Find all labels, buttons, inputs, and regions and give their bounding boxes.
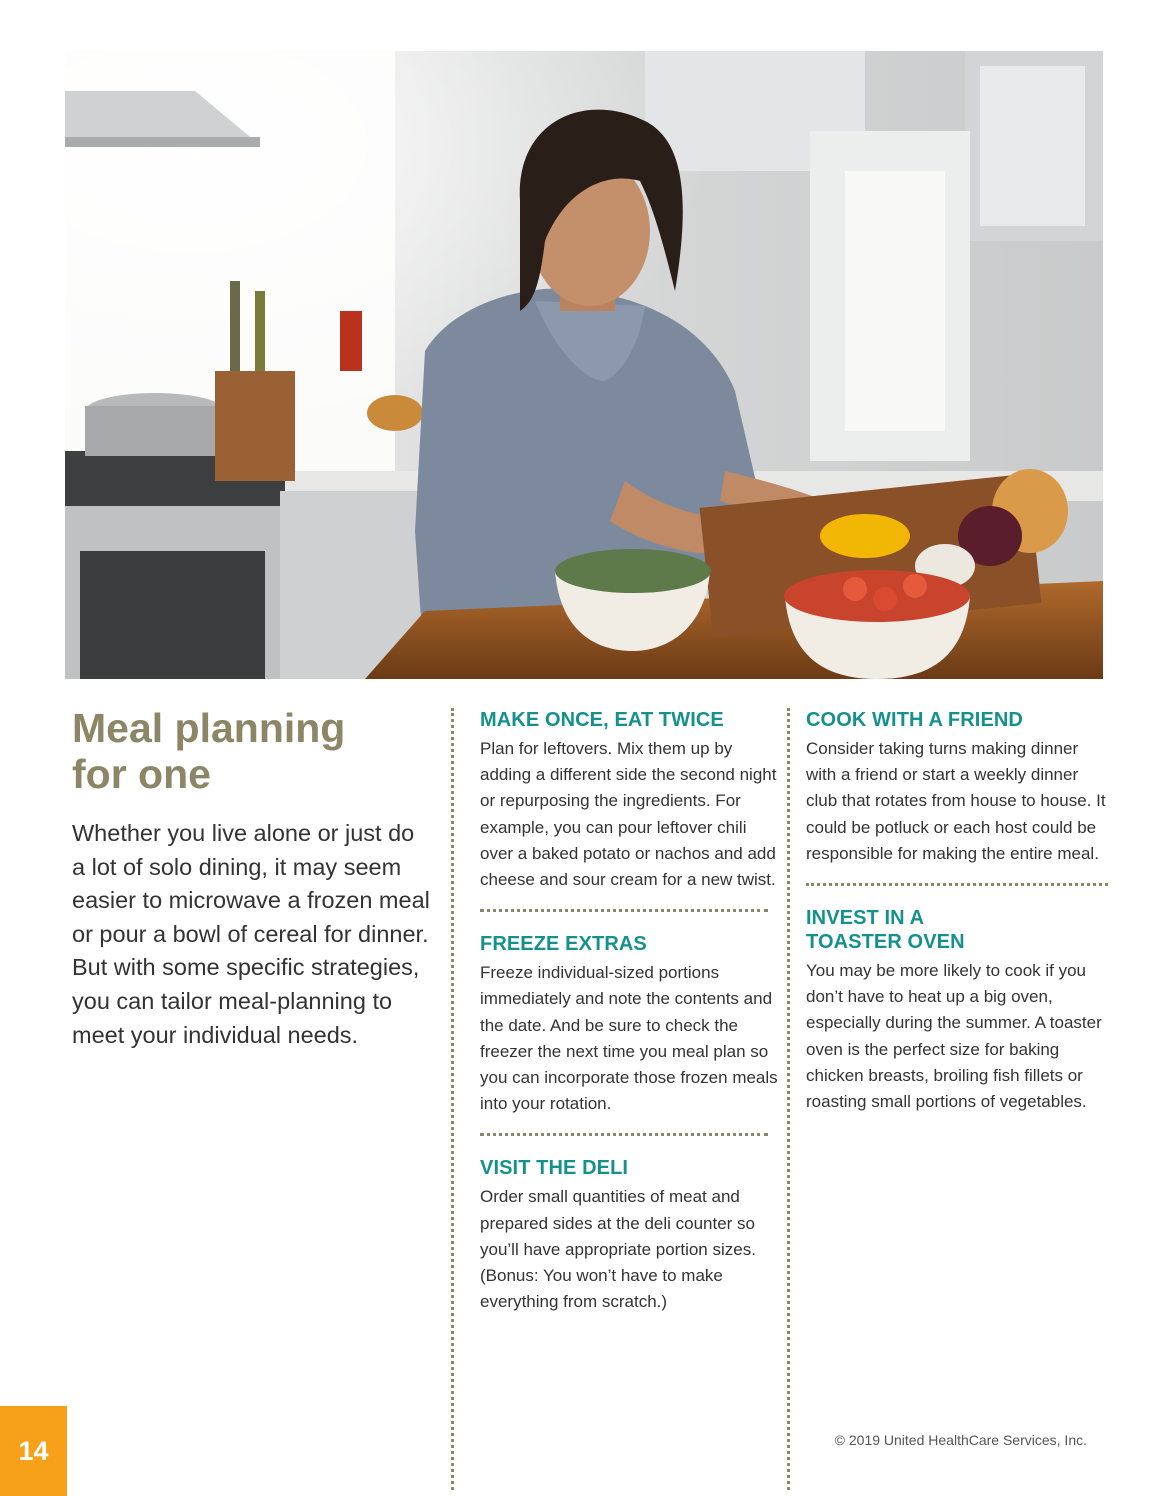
tip-cook-with-a-friend (806, 708, 1106, 867)
tip-heading-line-2: TOASTER OVEN (806, 931, 965, 954)
tip-heading: MAKE ONCE, EAT TWICE (480, 709, 724, 731)
tip-heading: COOK WITH A FRIEND (806, 709, 1023, 731)
page-title-line-1: Meal planning (72, 705, 346, 751)
tip-body: You may be more likely to cook if you don’t have to heat up a big oven, especially during the summer. A toaster oven is the perfect size for baking chicken breasts, broiling fish fillets or roasting small portions of vegetables. (806, 961, 1102, 1112)
page-title (72, 705, 432, 797)
tip-heading: FREEZE EXTRAS (480, 933, 647, 956)
tips-column-left (480, 708, 780, 1315)
column-divider-left (451, 708, 454, 1490)
dotted-separator (806, 883, 1108, 886)
tip-visit-the-deli (480, 1156, 780, 1315)
tip-invest-in-a-toaster-oven (806, 906, 1106, 1115)
tips-column-right (806, 708, 1106, 1115)
page-title-line-2: for one (72, 751, 211, 797)
intro-paragraph: Whether you live alone or just do a lot of solo dining, it may seem easier to microwave a frozen meal or pour a bowl of cereal for dinner. But with some specific strategies, you can tailor meal-planning to meet your individual needs. (72, 820, 430, 1048)
tip-body: Freeze individual-sized portions immediately and note the contents and the date. And be sure to check the freezer the next time you meal plan so you can incorporate those frozen meals into your rotation. (480, 963, 778, 1114)
kitchen-scene-illustration (65, 51, 1103, 679)
tip-body: Order small quantities of meat and prepared sides at the deli counter so you’ll have appropriate portion sizes. (Bonus: You won’t have to make everything from scratch.) (480, 1187, 756, 1312)
page-number: 14 (18, 1435, 49, 1466)
tip-heading-line-1: INVEST IN A (806, 907, 925, 930)
tip-body: Plan for leftovers. Mix them up by adding a different side the second night or repurposing the ingredients. For example, you can pour leftover chili over a baked potato or nachos and add cheese and sour cream for a new twist. (480, 739, 777, 890)
tip-heading: VISIT THE DELI (480, 1157, 629, 1180)
page-number-badge (0, 1406, 67, 1496)
copyright-notice: © 2019 United HealthCare Services, Inc. (834, 1432, 1087, 1448)
hero-photo (65, 51, 1103, 679)
dotted-separator (480, 909, 768, 912)
dotted-separator (480, 1133, 768, 1136)
column-divider-right (787, 708, 790, 1490)
tip-make-once-eat-twice (480, 708, 780, 893)
tip-freeze-extras (480, 932, 780, 1117)
tip-heading (806, 906, 1106, 954)
tip-body: Consider taking turns making dinner with a friend or start a weekly dinner club that rotates from house to house. It could be potluck or each host could be responsible for making the entire meal. (806, 739, 1106, 863)
